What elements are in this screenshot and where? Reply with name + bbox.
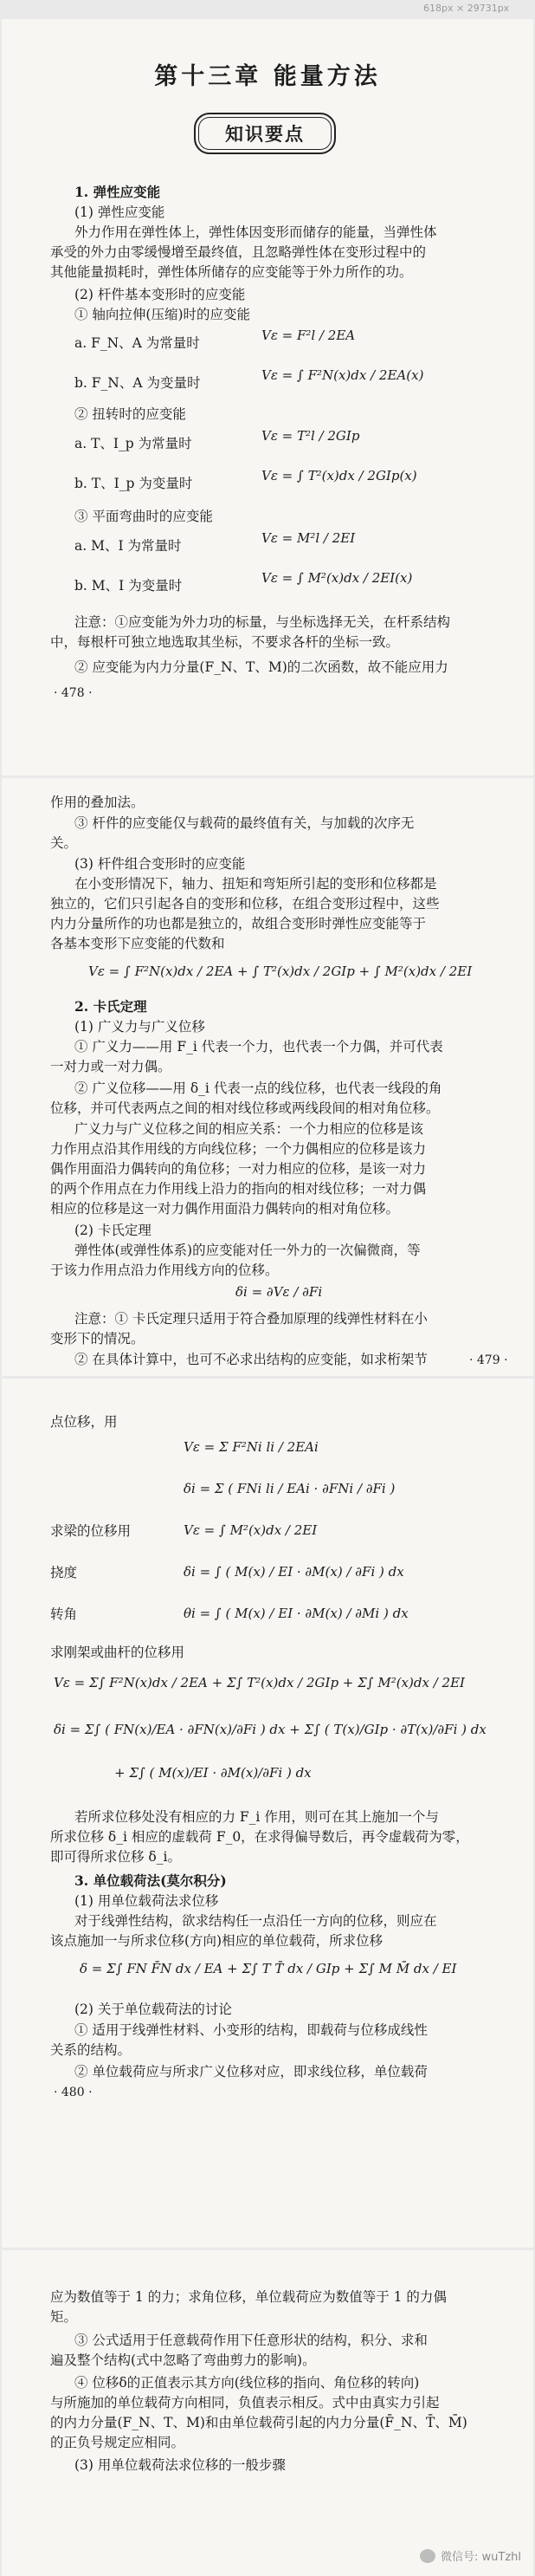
wechat-icon <box>420 2549 435 2563</box>
note-text-line: 变形下的情况。 <box>50 1331 145 1346</box>
formula: Vε = M²l / 2EI <box>261 530 356 546</box>
body-text-line: 相应的位移是这一对力偶作用面沿力偶转向的相对角位移。 <box>50 1201 400 1217</box>
key-points-box <box>194 113 336 154</box>
formula: θi = ∫ ( M(x) / EI · ∂M(x) / ∂Mi ) dx <box>184 1606 409 1621</box>
formula: δi = ∫ ( M(x) / EI · ∂M(x) / ∂Fi ) dx <box>184 1564 404 1580</box>
body-text-line: 点位移，用 <box>50 1414 118 1430</box>
body-text-line: 于该力作用点沿力作用线方向的位移。 <box>50 1262 279 1278</box>
formula: δi = ∂Vε / ∂Fi <box>235 1284 323 1300</box>
page-480 <box>2 1379 533 2248</box>
subsection-heading: (2) 关于单位载荷法的讨论 <box>74 2002 232 2017</box>
body-text-line: 位移，并可代表两点之间的相对线位移或两线段间的相对角位移。 <box>50 1100 440 1116</box>
body-text-line: ③ 公式适用于任意载荷作用下任意形状的结构，积分、求和 <box>74 2333 428 2348</box>
body-text-line: 遍及整个结构(式中忽略了弯曲剪力的影响)。 <box>50 2352 316 2368</box>
body-text-line: 该点施加一与所求位移(方向)相应的单位载荷，所求位移 <box>50 1933 384 1949</box>
body-text-line: 若所求位移处没有相应的力 F_i 作用，则可在其上施加一个与 <box>74 1809 439 1825</box>
page-479 <box>2 778 533 1376</box>
body-text-line: 关。 <box>50 835 78 851</box>
subsection-heading: (3) 用单位载荷法求位移的一般步骤 <box>74 2457 286 2473</box>
subsection-heading: (1) 用单位载荷法求位移 <box>74 1893 219 1909</box>
watermark <box>420 2547 521 2564</box>
note-text-line: 注意：①应变能为外力功的标量，与坐标选择无关，在杆系结构 <box>74 614 451 630</box>
page-478 <box>2 19 533 775</box>
body-text-line: 承受的外力由零缓慢增至最终值，且忽略弹性体在变形过程中的 <box>50 244 427 260</box>
body-text-line: 即可得所求位移 δ_i。 <box>50 1849 181 1865</box>
case-label: b. F_N、A 为变量时 <box>74 375 201 391</box>
formula: Vε = ∫ F²N(x)dx / 2EA(x) <box>261 367 424 383</box>
body-text-line: 偶作用面沿力偶转向的角位移；一对力相应的位移，是该一对力 <box>50 1161 427 1177</box>
page-481 <box>2 2250 533 2576</box>
body-text-line: 的正负号规定应相同。 <box>50 2435 185 2450</box>
body-text-line: ③ 杆件的应变能仅与载荷的最终值有关，与加载的次序无 <box>74 815 415 831</box>
body-text-line: 弹性体(或弹性体系)的应变能对任一外力的一次偏微商，等 <box>74 1243 421 1258</box>
subsection-heading: (2) 杆件基本变形时的应变能 <box>74 287 246 302</box>
body-text-line: 独立的，它们只引起各自的变形和位移，在组合变形过程中，这些 <box>50 896 440 912</box>
body-text-line: 作用的叠加法。 <box>50 795 145 810</box>
formula: Vε = F²l / 2EA <box>261 328 356 343</box>
formula: Vε = Σ∫ F²N(x)dx / 2EA + Σ∫ T²(x)dx / 2GIp + Σ∫ M²(x)dx / 2EI <box>54 1675 465 1690</box>
body-text-line: 转角 <box>50 1606 78 1622</box>
note-text-line: ② 在具体计算中，也可不必求出结构的应变能，如求桁架节 <box>74 1352 428 1367</box>
subsection-heading: (2) 卡氏定理 <box>74 1223 151 1238</box>
item-heading: ① 轴向拉伸(压缩)时的应变能 <box>74 307 251 322</box>
item-heading: ② 扭转时的应变能 <box>74 406 186 422</box>
body-text-line: 的内力分量(F_N、T、M)和由单位载荷引起的内力分量(F̄_N、T̄、M̄) <box>50 2415 467 2430</box>
formula: Vε = T²l / 2GIp <box>261 428 360 444</box>
case-label: a. F_N、A 为常量时 <box>74 335 200 351</box>
case-label: b. T、I_p 为变量时 <box>74 476 193 491</box>
subsection-heading: (3) 杆件组合变形时的应变能 <box>74 856 246 872</box>
formula: Vε = ∫ M²(x)dx / 2EI(x) <box>261 570 413 586</box>
section-heading: 1. 弹性应变能 <box>74 184 161 200</box>
body-text-line: 挠度 <box>50 1565 78 1580</box>
body-text-line: 所求位移 δ_i 相应的虚载荷 F_0，在求得偏导数后，再令虚载荷为零， <box>50 1829 469 1845</box>
key-points-heading: 知识要点 <box>225 124 305 145</box>
formula: Vε = Σ F²Ni li / 2EAi <box>184 1439 319 1455</box>
case-label: a. T、I_p 为常量时 <box>74 436 192 451</box>
viewer-header <box>0 0 535 19</box>
body-text-line: ② 广义位移——用 δ_i 代表一点的线位移，也代表一线段的角 <box>74 1080 442 1096</box>
body-text-line: 矩。 <box>50 2309 78 2325</box>
page-number: · 479 · <box>469 1353 508 1367</box>
formula: δi = Σ ( FNi li / EAi · ∂FNi / ∂Fi ) <box>184 1481 396 1496</box>
formula: δi = Σ∫ ( FN(x)/EA · ∂FN(x)/∂Fi ) dx + Σ∫ ( T(x)/GIp · ∂T(x)/∂Fi ) dx <box>54 1722 487 1737</box>
body-text-line: 各基本变形下应变能的代数和 <box>50 936 225 951</box>
note-text-line: ② 应变能为内力分量(F_N、T、M)的二次函数，故不能应用力 <box>74 659 448 675</box>
formula: + Σ∫ ( M(x)/EI · ∂M(x)/∂Fi ) dx <box>114 1765 312 1781</box>
body-text-line: 广义力与广义位移之间的相应关系：一个力相应的位移是该 <box>74 1121 424 1137</box>
body-text-line: 其他能量损耗时，弹性体所储存的应变能等于外力所作的功。 <box>50 264 413 280</box>
section-heading: 2. 卡氏定理 <box>74 998 147 1015</box>
note-text-line: 注意：① 卡氏定理只适用于符合叠加原理的线弹性材料在小 <box>74 1311 428 1327</box>
formula: Vε = ∫ T²(x)dx / 2GIp(x) <box>261 468 417 483</box>
watermark-text: 微信号: wuTzhl <box>441 2551 521 2564</box>
body-text-line: 求梁的位移用 <box>50 1523 132 1539</box>
note-text-line: 中，每根杆可独立地选取其坐标，不要求各杆的坐标一致。 <box>50 634 400 650</box>
body-text-line: 关系的结构。 <box>50 2042 132 2058</box>
chapter-title: 第十三章 能量方法 <box>154 63 381 90</box>
body-text-line: ② 单位载荷应与所求广义位移对应，即求线位移，单位载荷 <box>74 2064 428 2080</box>
case-label: b. M、I 为变量时 <box>74 578 183 594</box>
formula: Vε = ∫ F²N(x)dx / 2EA + ∫ T²(x)dx / 2GIp + ∫ M²(x)dx / 2EI <box>88 964 473 979</box>
body-text-line: 一对力或一对力偶。 <box>50 1059 171 1074</box>
subsection-heading: (1) 弹性应变能 <box>74 204 165 220</box>
section-heading: 3. 单位载荷法(莫尔积分) <box>74 1872 227 1889</box>
image-dimensions: 618px × 29731px <box>423 3 510 14</box>
subsection-heading: (1) 广义力与广义位移 <box>74 1019 205 1035</box>
body-text-line: 对于线弹性结构，欲求结构任一点沿任一方向的位移，则应在 <box>74 1913 437 1929</box>
formula: δ = Σ∫ FN F̄N dx / EA + Σ∫ T T̄ dx / GIp + Σ∫ M M̄ dx / EI <box>80 1961 457 1976</box>
body-text-line: 应为数值等于 1 的力；求角位移，单位载荷应为数值等于 1 的力偶 <box>50 2289 447 2305</box>
page-number: · 480 · <box>54 2086 93 2099</box>
body-text-line: 在小变形情况下，轴力、扭矩和弯矩所引起的变形和位移都是 <box>74 876 437 892</box>
body-text-line: 的两个作用点在力作用线上沿力的指向的相对线位移；一对力偶 <box>50 1181 427 1197</box>
body-text-line: 外力作用在弹性体上，弹性体因变形而储存的能量，当弹性体 <box>74 224 437 240</box>
body-text-line: ① 适用于线弹性材料、小变形的结构，即载荷与位移成线性 <box>74 2022 428 2038</box>
body-text-line: 力作用点沿其作用线的方向线位移；一个力偶相应的位移是该力 <box>50 1141 427 1157</box>
body-text-line: ④ 位移δ的正值表示其方向(线位移的指向、角位移的转向) <box>74 2375 420 2391</box>
page-number: · 478 · <box>54 686 93 700</box>
body-text-line: 与所施加的单位载荷方向相同，负值表示相反。式中由真实力引起 <box>50 2395 440 2411</box>
body-text-line: ① 广义力——用 F_i 代表一个力，也代表一个力偶，并可代表 <box>74 1039 443 1054</box>
formula: Vε = ∫ M²(x)dx / 2EI <box>184 1522 318 1538</box>
item-heading: ③ 平面弯曲时的应变能 <box>74 509 213 524</box>
body-text-line: 求刚架或曲杆的位移用 <box>50 1645 185 1660</box>
body-text-line: 内力分量所作的功也都是独立的，故组合变形时弹性应变能等于 <box>50 916 427 931</box>
case-label: a. M、I 为常量时 <box>74 538 182 554</box>
